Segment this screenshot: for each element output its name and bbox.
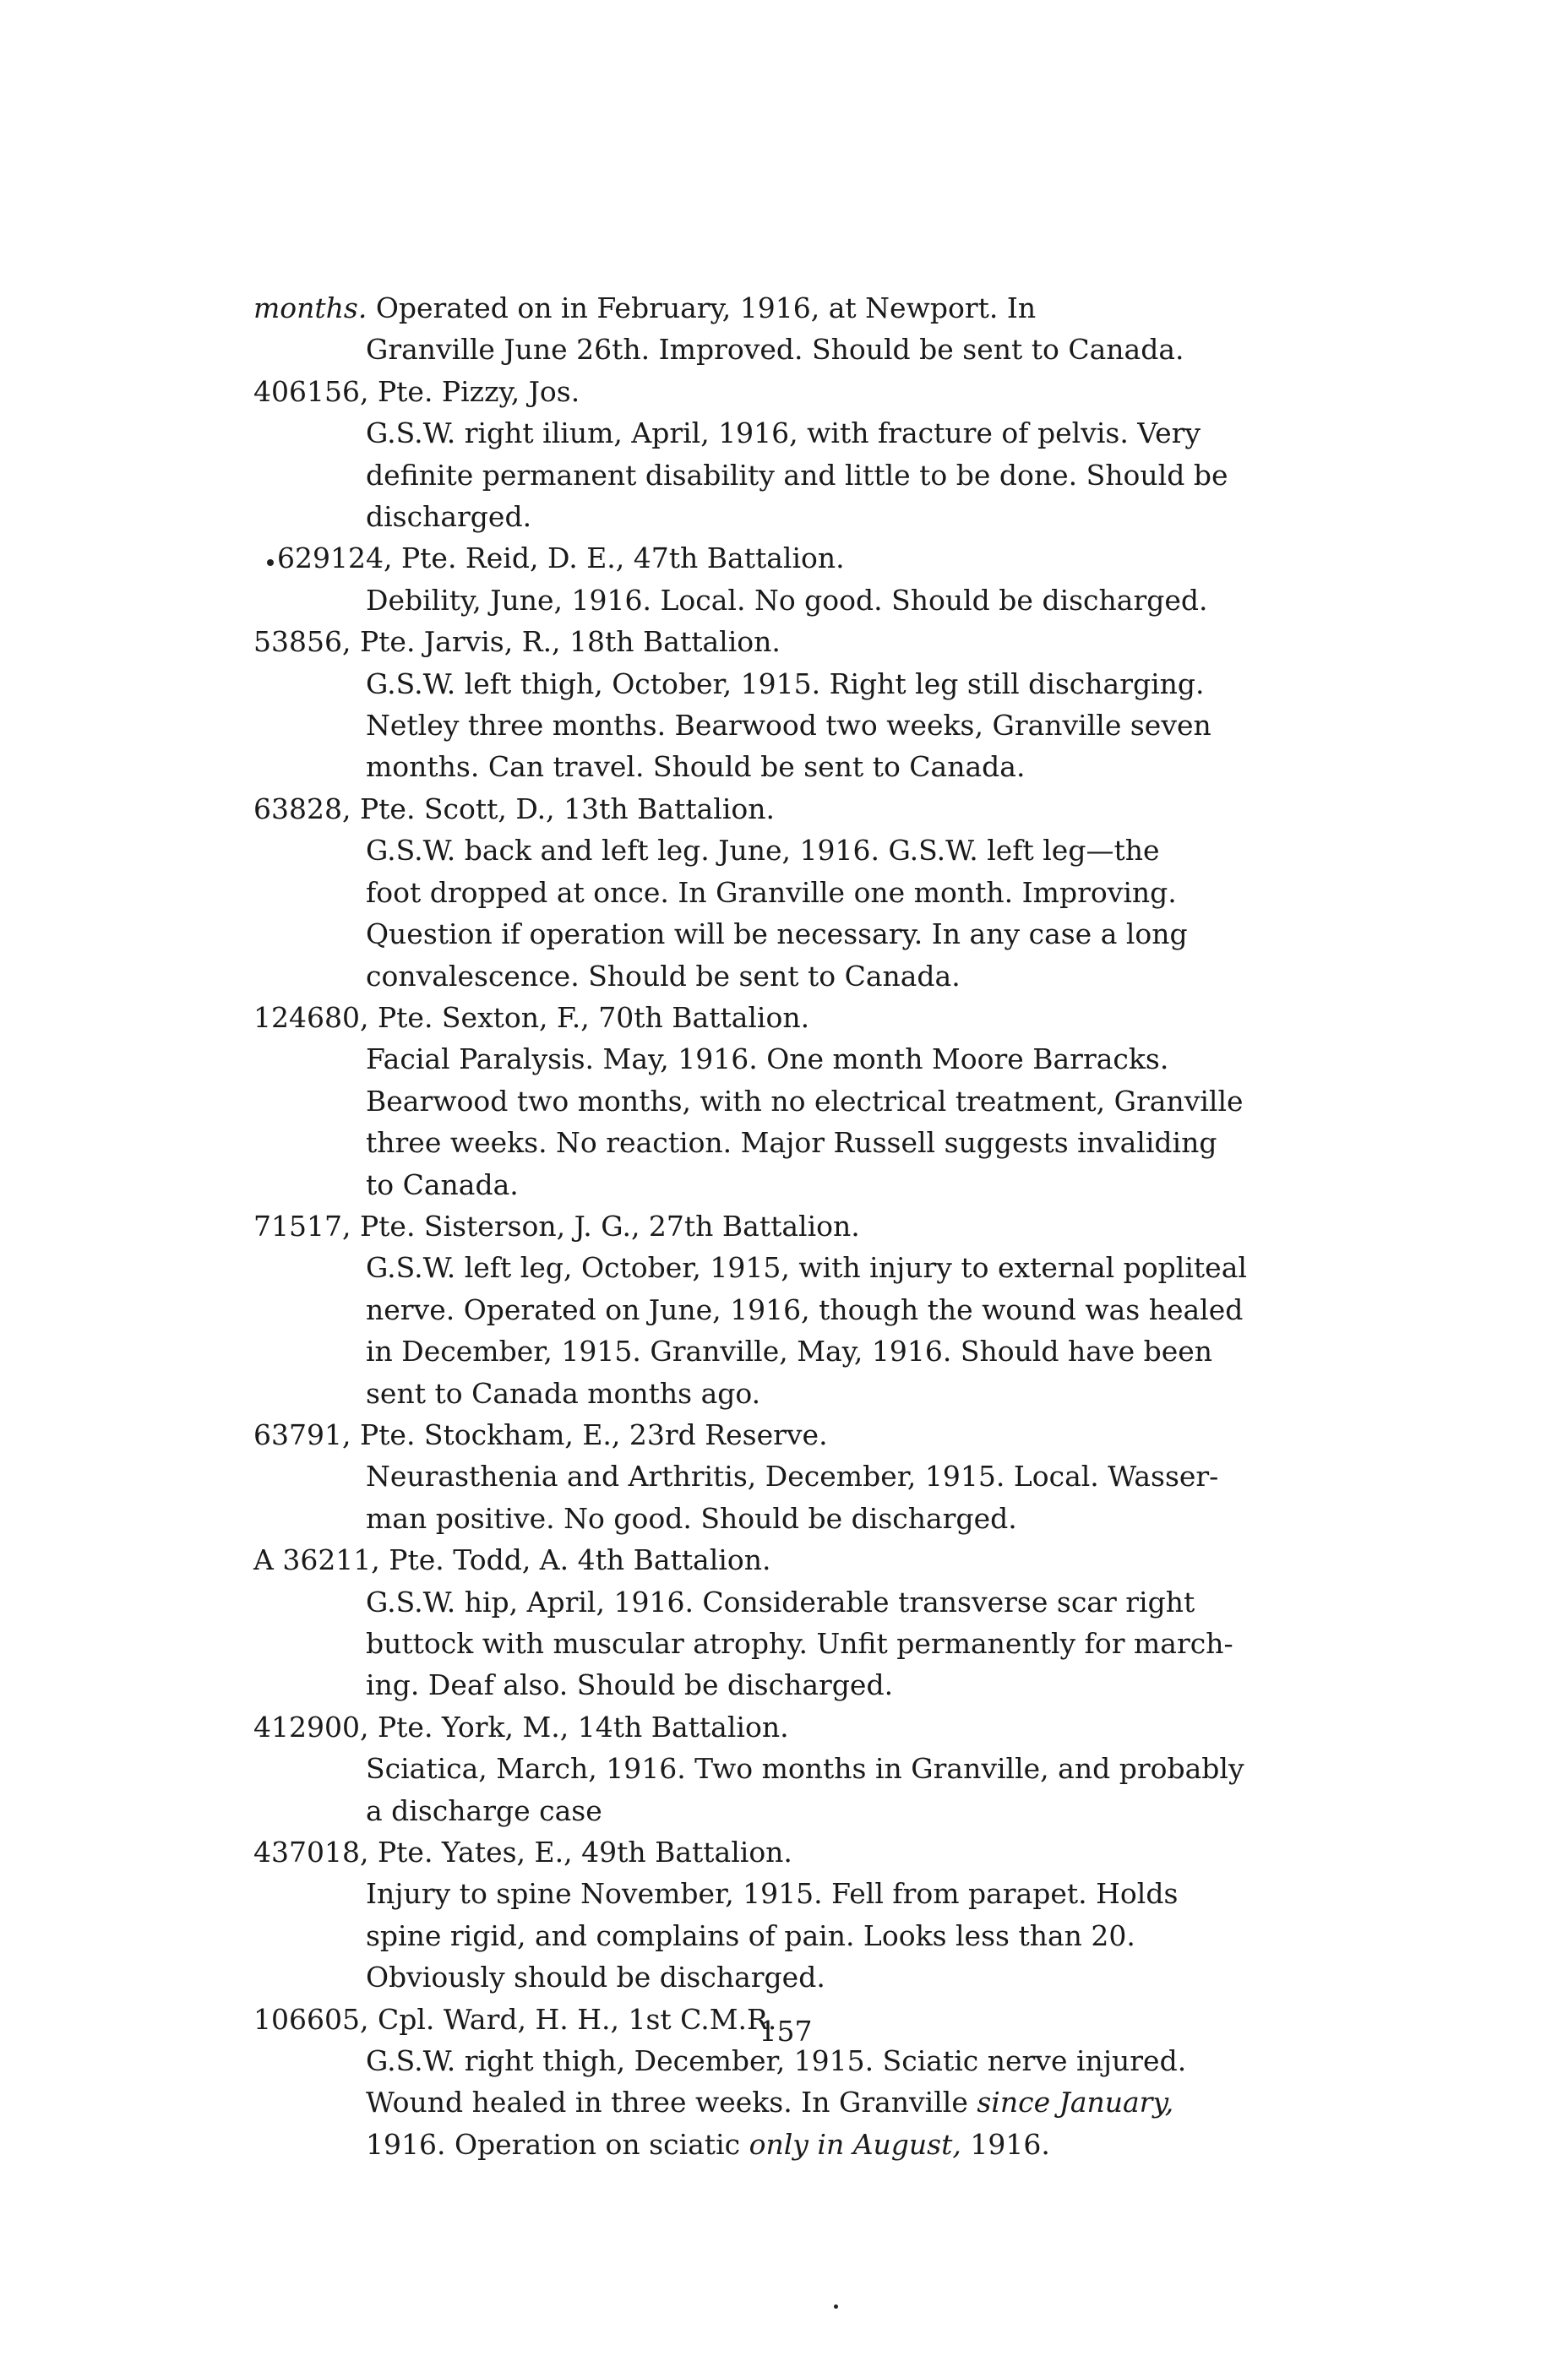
entry-text: nerve. Operated on June, 1916, though the wound was healed (366, 1292, 1244, 1326)
entry-heading: 406156, Pte. Pizzy, Jos. (253, 374, 580, 408)
entry-text: G.S.W. right thigh, December, 1915. Sciatic nerve injured. (366, 2044, 1187, 2078)
entry-text: man positive. No good. Should be discharged. (366, 1501, 1017, 1535)
entry-text: Injury to spine November, 1915. Fell from parapet. Holds (366, 1877, 1179, 1911)
entry-heading: 71517, Pte. Sisterson, J. G., 27th Battalion. (253, 1209, 860, 1243)
entry-text: definite permanent disability and little to be done. Should be (366, 458, 1228, 492)
entry-heading: 63828, Pte. Scott, D., 13th Battalion. (253, 792, 775, 825)
entry-text: Question if operation will be necessary. In any case a long (366, 917, 1188, 951)
entry-heading: 106605, Cpl. Ward, H. H., 1st C.M.R. (253, 2002, 777, 2036)
entry-text: ing. Deaf also. Should be discharged. (366, 1668, 894, 1702)
entry-text: G.S.W. back and left leg. June, 1916. G.S.W. left leg—the (366, 834, 1160, 868)
entry-text: 1916. Operation on sciatic only in August, 1916. (366, 2127, 1050, 2161)
entry-text: G.S.W. left thigh, October, 1915. Right leg still discharging. (366, 667, 1205, 700)
entry-text: Obviously should be discharged. (366, 1961, 825, 1994)
italic-text: months. (253, 291, 368, 324)
entry-text: discharged. (366, 500, 532, 534)
entry-text: Wound healed in three weeks. In Granville since January, (366, 2086, 1174, 2119)
entry-heading: 629124, Pte. Reid, D. E., 47th Battalion. (277, 541, 845, 575)
entry-text: Bearwood two months, with no electrical treatment, Granville (366, 1084, 1244, 1118)
scan-speck (834, 2304, 838, 2309)
entry-heading: 124680, Pte. Sexton, F., 70th Battalion. (253, 1000, 810, 1034)
entry-text: G.S.W. right ilium, April, 1916, with fracture of pelvis. Very (366, 416, 1201, 450)
entry-text: sent to Canada months ago. (366, 1376, 761, 1410)
entry-text: Sciatica, March, 1916. Two months in Granville, and probably (366, 1752, 1244, 1786)
text-line: months. Operated on in February, 1916, at Newport. In (253, 291, 1037, 324)
entry-text: Neurasthenia and Arthritis, December, 1915. Local. Wasser- (366, 1460, 1219, 1494)
entry-text: G.S.W. hip, April, 1916. Considerable transverse scar right (366, 1585, 1195, 1619)
entry-text: to Canada. (366, 1167, 519, 1201)
entry-text: buttock with muscular atrophy. Unfit permanently for march- (366, 1627, 1233, 1660)
entry-text: in December, 1915. Granville, May, 1916. Should have been (366, 1335, 1213, 1368)
entry-text: months. Can travel. Should be sent to Canada. (366, 750, 1026, 784)
entry-heading: A 36211, Pte. Todd, A. 4th Battalion. (253, 1543, 771, 1577)
entry-text: G.S.W. left leg, October, 1915, with injury to external popliteal (366, 1251, 1247, 1285)
entry-text: foot dropped at once. In Granville one month. Improving. (366, 875, 1177, 909)
entry-text: Netley three months. Bearwood two weeks, Granville seven (366, 709, 1211, 743)
italic-text: only in August, (749, 2127, 961, 2161)
entry-text: convalescence. Should be sent to Canada. (366, 959, 961, 993)
entry-heading: 53856, Pte. Jarvis, R., 18th Battalion. (253, 625, 781, 659)
entry-text: a discharge case (366, 1793, 602, 1827)
entry-text: spine rigid, and complains of pain. Looks less than 20. (366, 1918, 1135, 1952)
entry-heading: 437018, Pte. Yates, E., 49th Battalion. (253, 1836, 792, 1869)
entry-text: Facial Paralysis. May, 1916. One month Moore Barracks. (366, 1042, 1169, 1076)
entry-text: three weeks. No reaction. Major Russell suggests invaliding (366, 1126, 1217, 1160)
text-line: Granville June 26th. Improved. Should be sent to Canada. (366, 333, 1184, 367)
scan-speck (267, 559, 274, 566)
entry-text: Debility, June, 1916. Local. No good. Should be discharged. (366, 583, 1208, 617)
entry-heading: 412900, Pte. York, M., 14th Battalion. (253, 1710, 789, 1744)
document-text (253, 287, 1293, 2165)
page-number: 157 (759, 2015, 813, 2048)
italic-text: since January, (977, 2086, 1174, 2119)
entry-heading: 63791, Pte. Stockham, E., 23rd Reserve. (253, 1417, 828, 1451)
